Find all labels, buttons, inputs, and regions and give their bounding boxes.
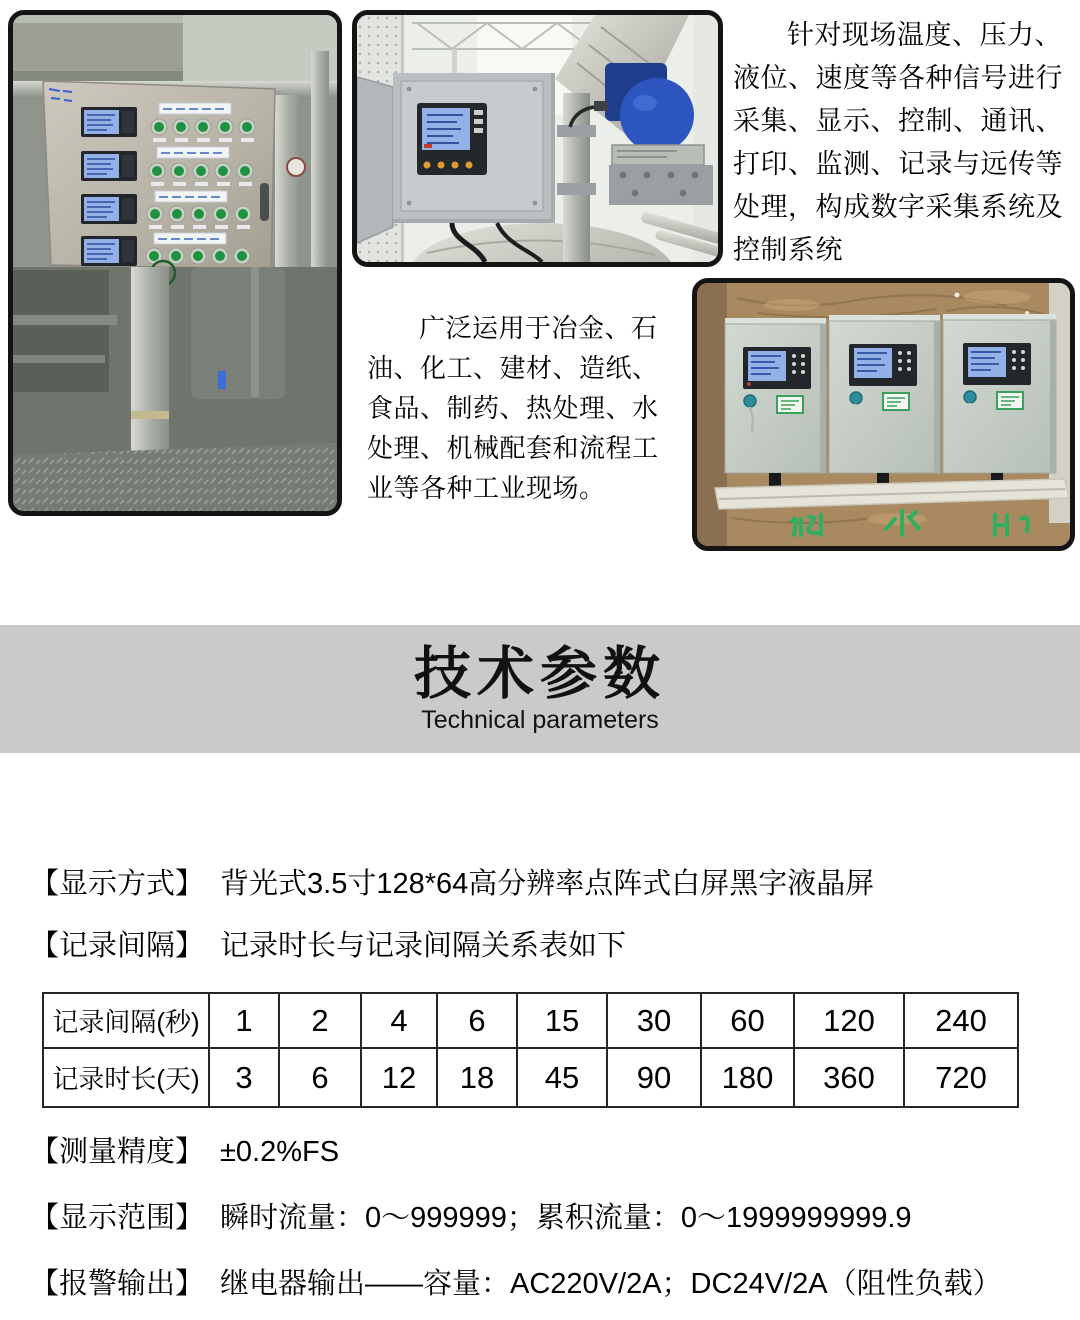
- table-cell: 45: [517, 1048, 607, 1107]
- photo-three-control-cabinets: [692, 278, 1075, 551]
- spec-label: 【显示方式】: [30, 868, 205, 900]
- table-cell: 3: [209, 1048, 279, 1107]
- record-interval-table: [42, 992, 1019, 1108]
- spec-display-mode: [30, 866, 874, 902]
- table-cell: 6: [437, 993, 517, 1048]
- checker-plate-floor: [13, 443, 337, 511]
- spec-value: 背光式3.5寸128*64高分辨率点阵式白屏黑字液晶屏: [220, 868, 875, 900]
- intro-line: 针对现场温度、压力、: [787, 20, 1062, 50]
- panel-door-handle: [260, 183, 269, 221]
- table-cell: 6: [279, 1048, 361, 1107]
- table-cell: 720: [904, 1048, 1018, 1107]
- application-line: 处理、机械配套和流程工: [367, 433, 659, 463]
- process-tank: [191, 267, 285, 399]
- mounting-pipe: [563, 93, 590, 262]
- intro-line: 控制系统: [733, 235, 843, 265]
- photo-wall-mounted-recorder: [352, 10, 723, 267]
- paperless-recorder: [417, 103, 487, 175]
- table-cell: 4: [361, 993, 437, 1048]
- spec-value: 记录时长与记录间隔关系表如下: [220, 930, 627, 962]
- enclosure-open-door: [357, 77, 393, 243]
- intro-line: 处理，构成数字采集系统及: [733, 192, 1063, 222]
- intro-line: 采集、显示、控制、通讯、: [733, 106, 1063, 136]
- application-line: 油、化工、建材、造纸、: [367, 353, 659, 383]
- row-header-duration: 记录时长(天): [43, 1048, 209, 1107]
- application-line: 食品、制药、热处理、水: [367, 393, 659, 423]
- intro-line: 打印、监测、记录与远传等: [733, 149, 1063, 179]
- spec-display-range: [30, 1200, 912, 1236]
- table-cell: 240: [904, 993, 1018, 1048]
- table-cell: 60: [701, 993, 794, 1048]
- intro-line: 液位、速度等各种信号进行: [733, 63, 1063, 93]
- cabinet3-key-lock: [964, 391, 976, 403]
- table-cell: 2: [279, 993, 361, 1048]
- large-vertical-pipe: [131, 267, 169, 461]
- technical-parameters-banner: [0, 625, 1080, 753]
- spec-record-interval: [30, 928, 626, 964]
- table-cell: 1: [209, 993, 279, 1048]
- pressure-gauge: [287, 158, 305, 176]
- cabinet2-key-lock: [850, 392, 862, 404]
- control-cabinet-3: [943, 314, 1056, 501]
- photo-wall-recorder-art: [357, 15, 718, 262]
- banner-title: 技术参数: [414, 642, 666, 707]
- banner-subtitle: Technical parameters: [421, 705, 659, 734]
- spec-label: 【报警输出】: [30, 1268, 205, 1300]
- table-row-interval: [43, 993, 1018, 1048]
- table-row-duration: [43, 1048, 1018, 1107]
- table-cell: 360: [794, 1048, 904, 1107]
- table-cell: 180: [701, 1048, 794, 1107]
- photo-panel-installation: [8, 10, 342, 516]
- application-line: 业等各种工业现场。: [367, 473, 606, 503]
- table-cell: 30: [607, 993, 701, 1048]
- photo-cabinets-art: [697, 283, 1070, 546]
- spec-label: 【显示范围】: [30, 1202, 205, 1234]
- spec-label: 【记录间隔】: [30, 930, 205, 962]
- concrete-beam: [13, 23, 183, 77]
- application-line: 广泛运用于冶金、石: [419, 313, 658, 343]
- intro-paragraph: [733, 14, 1063, 272]
- application-paragraph: [367, 308, 661, 508]
- spec-value: ±0.2%FS: [220, 1136, 340, 1168]
- spec-alarm-output: [30, 1266, 1002, 1302]
- spec-value: 继电器输出——容量：AC220V/2A；DC24V/2A（阻性负载）: [220, 1268, 1002, 1300]
- table-cell: 12: [361, 1048, 437, 1107]
- spec-value: 瞬时流量：0～999999；累积流量：0～1999999999.9: [220, 1202, 912, 1234]
- photo-panel-installation-art: [13, 15, 337, 511]
- table-cell: 120: [794, 993, 904, 1048]
- control-cabinet-2: [829, 315, 940, 501]
- transmitter-nameplate: [612, 145, 704, 165]
- transmitter-dome: [620, 78, 694, 152]
- table-cell: 18: [437, 1048, 517, 1107]
- cabinet1-key-lock: [744, 395, 756, 407]
- table-cell: 90: [607, 1048, 701, 1107]
- spec-label: 【测量精度】: [30, 1136, 205, 1168]
- spec-accuracy: [30, 1134, 339, 1170]
- table-cell: 15: [517, 993, 607, 1048]
- row-header-interval: 记录间隔(秒): [43, 993, 209, 1048]
